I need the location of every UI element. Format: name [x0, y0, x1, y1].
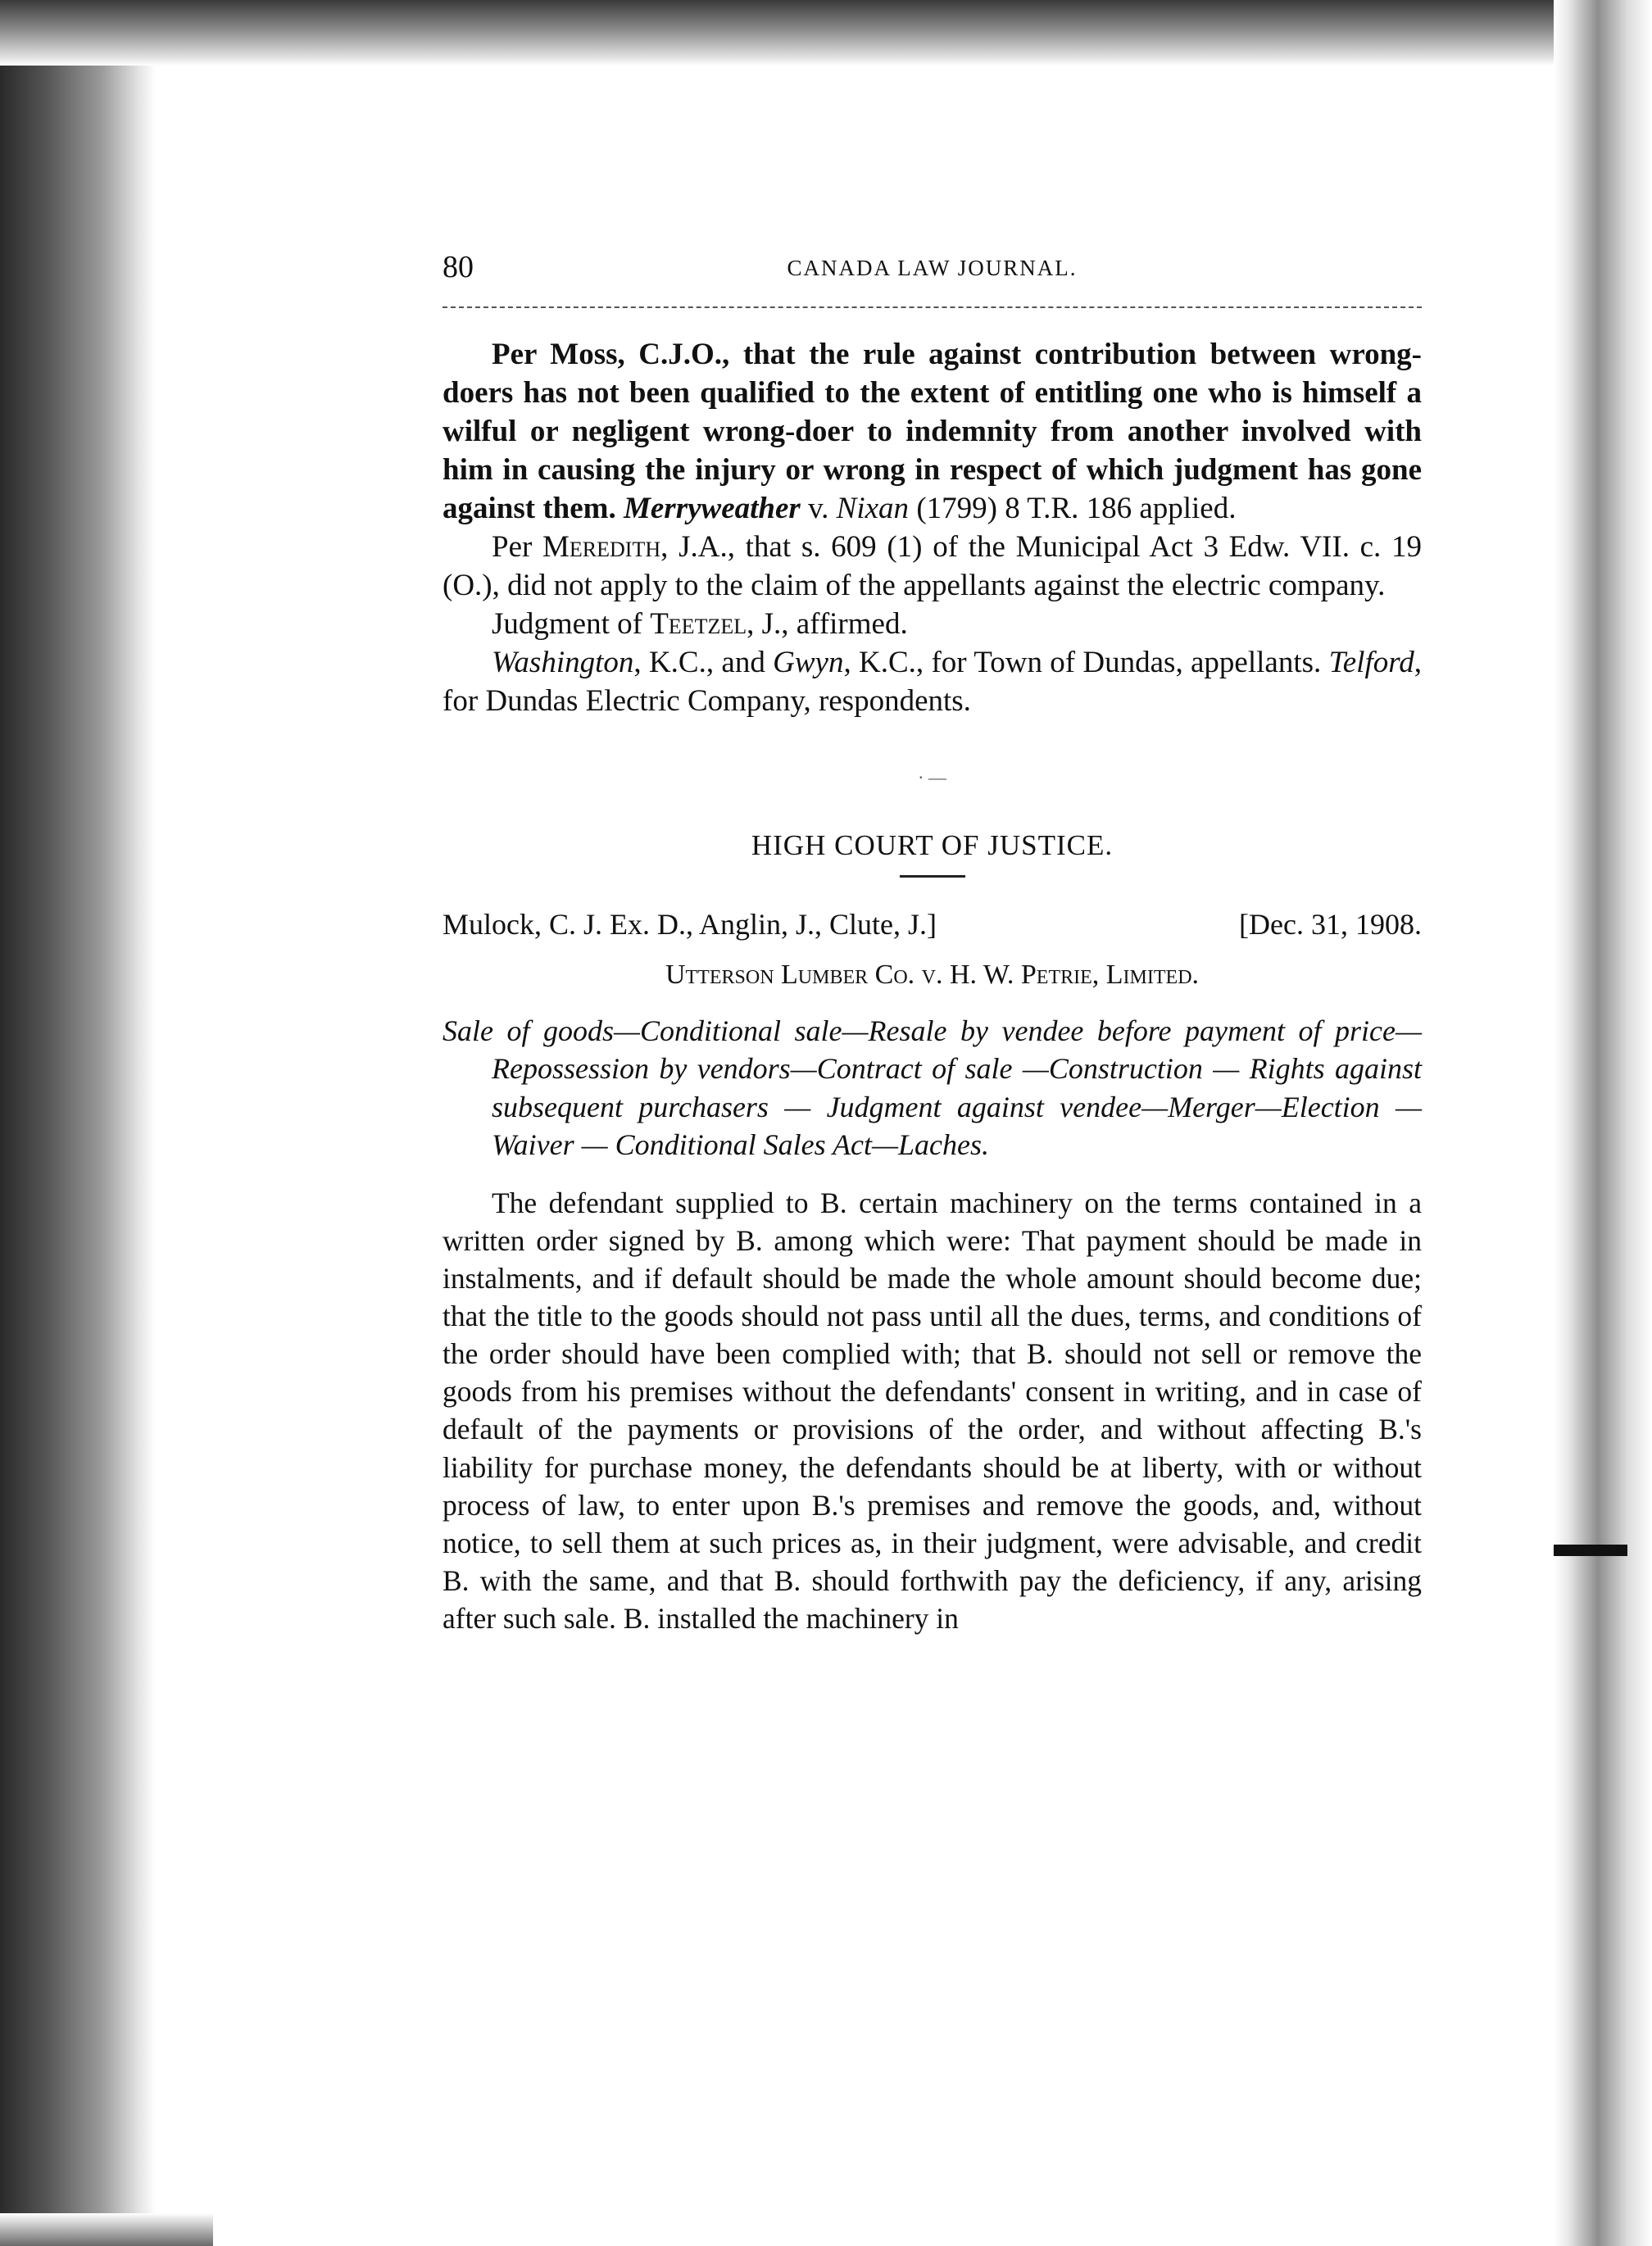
journal-title: CANADA LAW JOURNAL.	[787, 256, 1078, 280]
page-number: 80	[442, 250, 474, 284]
citation-text: (1799) 8 T.R. 186 applied.	[916, 491, 1237, 525]
per-text: Per	[492, 529, 533, 564]
counsel-telford: Telford	[1328, 645, 1414, 679]
section-divider: · —	[918, 766, 946, 787]
scan-border-top	[0, 0, 1652, 66]
paragraph-moss	[442, 336, 1422, 529]
counsel-text-2: , K.C., for Town of Dundas, appellants.	[843, 645, 1322, 679]
case-name-merryweather: Merryweather	[623, 491, 801, 525]
scan-border-left	[0, 0, 156, 2246]
heading-rule	[900, 875, 965, 878]
paragraph-meredith-text: , J.A., that s. 609 (1) of the Municipal Act 3 Edw. VII. c. 19 (O.), did not apply to the claim of the appellants against the electric company.	[442, 529, 1423, 602]
paragraph-moss-text: Per Moss, C.J.O., that the rule against contribution between wrong-doers has not been qualified to the extent of entitling one who is himself a wilful or negligent wrong-doer to indemnity from another involved with him in causing the injury or wrong in respect of which judgment has gone against them.	[442, 338, 1422, 525]
decision-date: [Dec. 31, 1908.	[1239, 907, 1422, 941]
counsel-gwyn: Gwyn	[773, 645, 844, 679]
scan-border-right	[1554, 0, 1652, 2246]
affirmed-text: , J., affirmed.	[747, 606, 908, 641]
case-title: Utterson Lumber Co. v. H. W. Petrie, Limited.	[665, 959, 1200, 990]
section-heading: HIGH COURT OF JUSTICE.	[751, 828, 1114, 861]
header-rule	[442, 306, 1422, 308]
judge-teetzel: Teetzel	[650, 606, 747, 641]
scan-edge-mark	[1554, 1545, 1627, 1556]
case-name-nixan: Nixan	[836, 491, 910, 525]
judgment-text: Judgment of	[492, 606, 642, 641]
headnote: Sale of goods—Conditional sale—Resale by vendee before payment of price—Repossession by vendors—Contract of sale —Construction — Rights against subsequent purchasers — Judgment against vendee—Merger—Election — Waiver — Conditional Sales Act—Laches.	[442, 1014, 1422, 1162]
court-judges: Mulock, C. J. Ex. D., Anglin, J., Clute, J.]	[442, 907, 937, 941]
scan-border-bottom	[0, 2213, 213, 2246]
judge-meredith: Meredith	[542, 529, 661, 564]
paragraph-judgment	[442, 606, 1422, 644]
court-line	[442, 907, 1422, 942]
counsel-text-1: , K.C., and	[633, 645, 765, 679]
running-head	[442, 246, 1422, 295]
paragraph-counsel	[442, 644, 1422, 721]
counsel-washington: Washington	[492, 645, 634, 679]
case-body: The defendant supplied to B. certain machinery on the terms contained in a written order signed by B. among which were: That payment should be made in instalments, and if default should be made the whole amount should become due; that the title to the goods should not pass until all the dues, terms, and conditions of the order should have been complied with; that B. should not sell or remove the goods from his premises without the defendants' consent in writing, and in case of default of the payments or provisions of the order, and without affecting B.'s liability for purchase money, the defendants should be at liberty, with or without process of law, to enter upon B.'s premises and remove the goods, and, without notice, to sell them at such prices as, in their judgment, were advisable, and credit B. with the same, and that B. should forthwith pay the deficiency, if any, arising after such sale. B. installed the machinery in	[442, 1186, 1422, 1636]
versus-text: v.	[808, 491, 829, 525]
document-page	[442, 246, 1422, 1637]
paragraph-meredith	[442, 529, 1422, 606]
counsel-text-3: , for Dundas Electric Company, respondents.	[442, 645, 1423, 718]
